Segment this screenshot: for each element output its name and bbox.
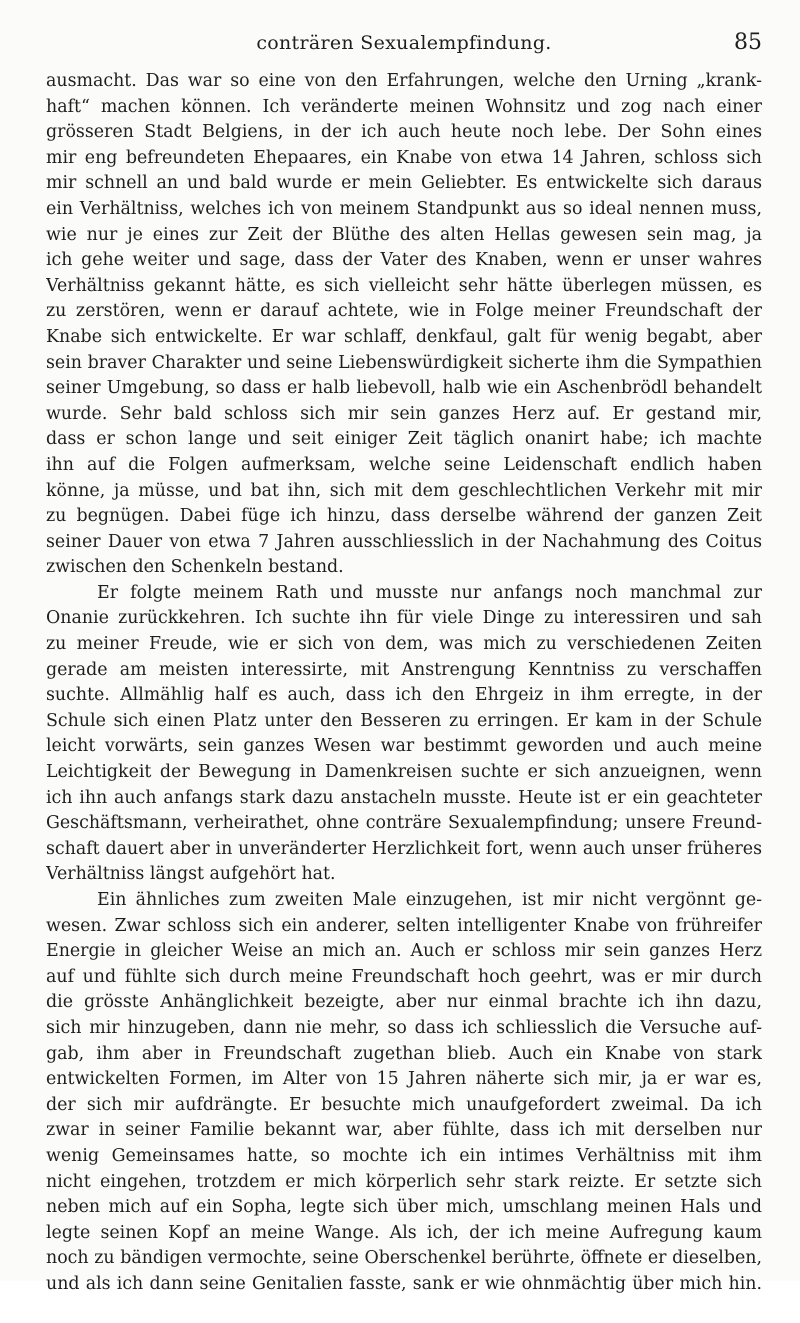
text-line: Leichtigkeit der Bewegung in Damenkreisen suchte er sich anzueignen, wenn (46, 760, 762, 786)
text-line: könne, ja müsse, und bat ihn, sich mit dem geschlechtlichen Verkehr mit mir (46, 479, 762, 505)
text-line: ich ihn auch anfangs stark dazu anstacheln musste. Heute ist er ein geachteter (46, 786, 762, 812)
text-line: sich mir hinzugeben, dann nie mehr, so dass ich schliesslich die Versuche auf- (46, 1016, 762, 1042)
text-line: suchte. Allmählig half es auch, dass ich den Ehrgeiz in ihm erregte, in der (46, 683, 762, 709)
text-line: Onanie zurückkehren. Ich suchte ihn für viele Dinge zu interessiren und sah (46, 606, 762, 632)
text-line: wesen. Zwar schloss sich ein anderer, selten intelligenter Knabe von frühreifer (46, 914, 762, 940)
text-line: haft“ machen können. Ich veränderte meinen Wohnsitz und zog nach einer (46, 95, 762, 121)
text-line: ihn auf die Folgen aufmerksam, welche seine Leidenschaft endlich haben (46, 453, 762, 479)
page-number: 85 (734, 30, 762, 55)
text-line: gerade am meisten interessirte, mit Anstrengung Kenntniss zu verschaffen (46, 658, 762, 684)
text-line: Schule sich einen Platz unter den Besseren zu erringen. Er kam in der Schule (46, 709, 762, 735)
text-line: wie nur je eines zur Zeit der Blüthe des alten Hellas gewesen sein mag, ja (46, 223, 762, 249)
text-line: zwar in seiner Familie bekannt war, aber fühlte, dass ich mit derselben nur (46, 1118, 762, 1144)
text-line: dass er schon lange und seit einiger Zeit täglich onanirt habe; ich machte (46, 427, 762, 453)
text-line: seiner Dauer von etwa 7 Jahren ausschliesslich in der Nachahmung des Coitus (46, 530, 762, 556)
text-line (46, 1298, 762, 1323)
text-line: noch zu bändigen vermochte, seine Oberschenkel berührte, öffnete er dieselben, (46, 1246, 762, 1272)
text-line: zu zerstören, wenn er darauf achtete, wie in Folge meiner Freundschaft der (46, 299, 762, 325)
paragraph-first-line: Ein ähnliches zum zweiten Male einzugehen, ist mir nicht vergönnt ge- (46, 888, 762, 914)
paragraph-last-line: Verhältniss längst aufgehört hat. (46, 862, 762, 888)
text-line: und als ich dann seine Genitalien fasste, sank er wie ohnmächtig über mich hin. (46, 1272, 762, 1298)
text-line: mir eng befreundeten Ehepaares, ein Knabe von etwa 14 Jahren, schloss sich (46, 146, 762, 172)
text-line: ein Verhältniss, welches ich von meinem Standpunkt aus so ideal nennen muss, (46, 197, 762, 223)
text-line: Knabe sich entwickelte. Er war schlaff, denkfaul, galt für wenig begabt, aber (46, 325, 762, 351)
text-line: legte seinen Kopf an meine Wange. Als ich, der ich meine Aufregung kaum (46, 1221, 762, 1247)
text-line: schaft dauert aber in unveränderter Herzlichkeit fort, wenn auch unser früheres (46, 837, 762, 863)
running-head: conträren Sexualempfindung. (46, 32, 762, 54)
text-line: grösseren Stadt Belgiens, in der ich auch heute noch lebe. Der Sohn eines (46, 120, 762, 146)
text-line: zu meiner Freude, wie er sich von dem, was mich zu verschiedenen Zeiten (46, 632, 762, 658)
paragraph-first-line: Er folgte meinem Rath und musste nur anfangs noch manchmal zur (46, 581, 762, 607)
body-text (46, 69, 762, 1323)
text-line: sein braver Charakter und seine Liebenswürdigkeit sicherte ihm die Sympathien (46, 351, 762, 377)
text-line: wenig Gemeinsames hatte, so mochte ich ein intimes Verhältniss mit ihm (46, 1144, 762, 1170)
text-line: leicht vorwärts, sein ganzes Wesen war bestimmt geworden und auch meine (46, 734, 762, 760)
text-line: neben mich auf ein Sopha, legte sich über mich, umschlang meinen Hals und (46, 1195, 762, 1221)
text-line: die grösste Anhänglichkeit bezeigte, aber nur einmal brachte ich ihn dazu, (46, 990, 762, 1016)
text-line: Verhältniss gekannt hätte, es sich vielleicht sehr hätte überlegen müssen, es (46, 274, 762, 300)
text-line: ausmacht. Das war so eine von den Erfahrungen, welche den Urning „krank- (46, 69, 762, 95)
text-line: mir schnell an und bald wurde er mein Geliebter. Es entwickelte sich daraus (46, 171, 762, 197)
text-line: entwickelten Formen, im Alter von 15 Jahren näherte sich mir, ja er war es, (46, 1067, 762, 1093)
text-line: Energie in gleicher Weise an mich an. Auch er schloss mir sein ganzes Herz (46, 939, 762, 965)
text-line: zu begnügen. Dabei füge ich hinzu, dass derselbe während der ganzen Zeit (46, 504, 762, 530)
text-line: wurde. Sehr bald schloss sich mir sein ganzes Herz auf. Er gestand mir, (46, 402, 762, 428)
text-line: der sich mir aufdrängte. Er besuchte mich unaufgefordert zweimal. Da ich (46, 1093, 762, 1119)
text-line: gab, ihm aber in Freundschaft zugethan blieb. Auch ein Knabe von stark (46, 1042, 762, 1068)
paragraph-last-line: zwischen den Schenkeln bestand. (46, 555, 762, 581)
text-line: ich gehe weiter und sage, dass der Vater des Knaben, wenn er unser wahres (46, 248, 762, 274)
text-line: auf und fühlte sich durch meine Freundschaft hoch geehrt, was er mir durch (46, 965, 762, 991)
page-header (46, 28, 762, 62)
text-line: Geschäftsmann, verheirathet, ohne conträre Sexualempfindung; unsere Freund- (46, 811, 762, 837)
text-line: nicht eingehen, trotzdem er mich körperlich sehr stark reizte. Er setzte sich (46, 1170, 762, 1196)
text-line: seiner Umgebung, so dass er halb liebevoll, halb wie ein Aschenbrödl behandelt (46, 376, 762, 402)
